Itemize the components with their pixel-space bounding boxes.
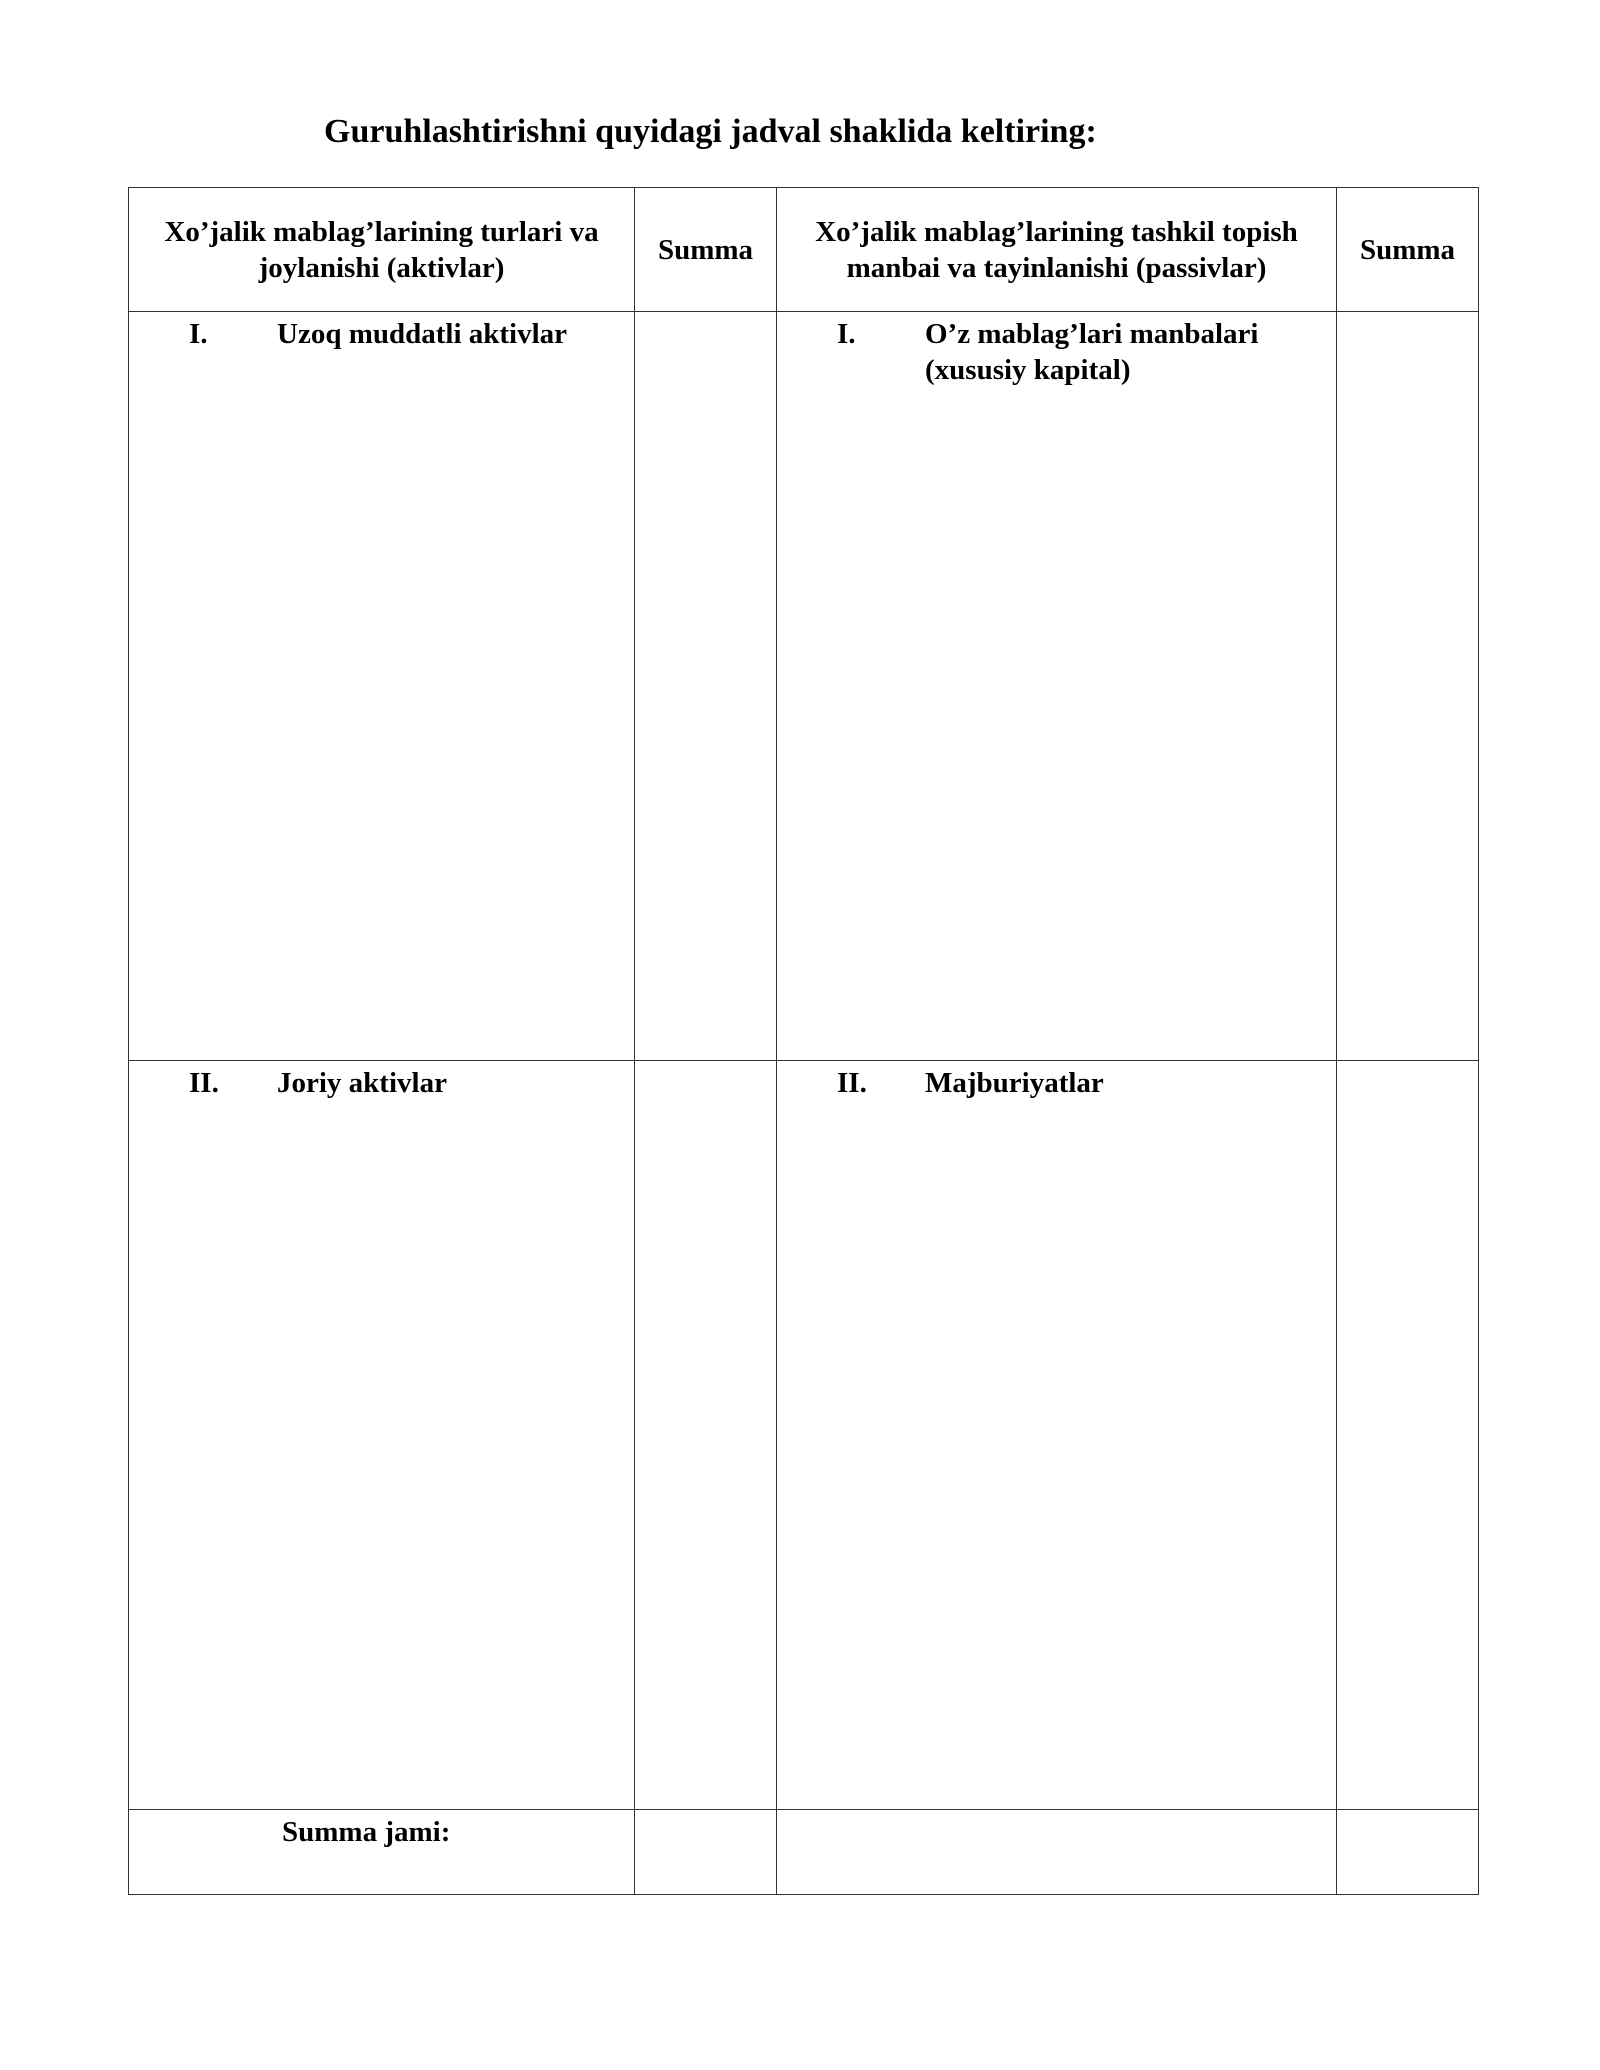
header-liabilities: [777, 188, 1337, 312]
assets-section-label: Uzoq muddatli aktivlar: [277, 318, 568, 350]
liabilities-sum-cell[interactable]: [1337, 1061, 1479, 1810]
page-title: Guruhlashtirishni quyidagi jadval shaklida keltiring:: [324, 113, 1097, 150]
total-row: [129, 1810, 1479, 1895]
header-liabilities-sum: [1337, 188, 1479, 312]
balance-table: [128, 187, 1479, 1895]
assets-sum-cell[interactable]: [635, 1061, 777, 1810]
assets-section-label: Joriy aktivlar: [277, 1067, 447, 1099]
liabilities-section-cell: [777, 312, 1337, 1061]
header-assets: [129, 188, 635, 312]
assets-sum-cell[interactable]: [635, 312, 777, 1061]
total-label-cell: [129, 1810, 635, 1895]
liabilities-section-number: II.: [837, 1067, 867, 1099]
liabilities-section-label: Majburiyatlar: [925, 1067, 1104, 1099]
header-assets-sum-label: Summa: [657, 233, 754, 266]
assets-section-number: II.: [189, 1067, 219, 1099]
header-row: [129, 188, 1479, 312]
section-row-long-term: [129, 312, 1479, 1061]
section-row-current: [129, 1061, 1479, 1810]
header-liabilities-label: Xo’jalik mablag’larining tashkil topish manbai va tayinlanishi (passivlar): [815, 215, 1298, 284]
total-liabilities-cell[interactable]: [777, 1810, 1337, 1895]
header-assets-label: Xo’jalik mablag’larining turlari va joylanishi (aktivlar): [164, 215, 599, 284]
liabilities-sum-cell[interactable]: [1337, 312, 1479, 1061]
total-assets-sum-cell[interactable]: [635, 1810, 777, 1895]
header-assets-sum: [635, 188, 777, 312]
liabilities-section-label: O’z mablag’lari manbalari (xususiy kapital): [925, 318, 1259, 386]
liabilities-section-number: I.: [837, 318, 856, 350]
total-label: Summa jami:: [282, 1816, 451, 1848]
assets-section-number: I.: [189, 318, 208, 350]
assets-section-cell: [129, 312, 635, 1061]
liabilities-section-cell: [777, 1061, 1337, 1810]
header-liabilities-sum-label: Summa: [1359, 233, 1456, 266]
total-liabilities-sum-cell[interactable]: [1337, 1810, 1479, 1895]
assets-section-cell: [129, 1061, 635, 1810]
